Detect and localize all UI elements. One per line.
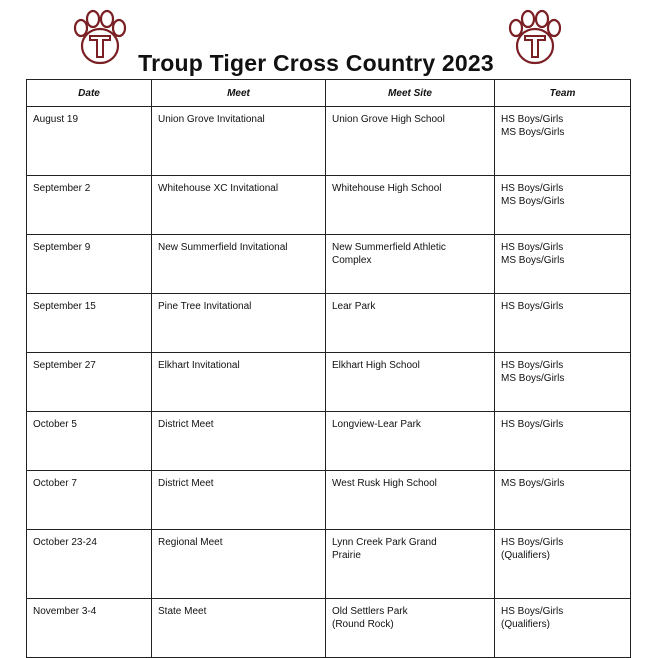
date-cell: October 5	[27, 412, 152, 471]
team-cell: HS Boys/Girls	[495, 294, 631, 353]
meet-cell: Whitehouse XC Invitational	[152, 176, 326, 235]
date-cell: September 2	[27, 176, 152, 235]
page-title: Troup Tiger Cross Country 2023	[138, 50, 494, 76]
meet-cell: State Meet	[152, 599, 326, 658]
meet-cell: District Meet	[152, 471, 326, 530]
table-row	[27, 530, 631, 599]
team-cell: HS Boys/Girls MS Boys/Girls	[495, 235, 631, 294]
team-cell: HS Boys/Girls MS Boys/Girls	[495, 107, 631, 176]
site-cell: Whitehouse High School	[326, 176, 495, 235]
table-row	[27, 599, 631, 658]
meet-cell: Elkhart Invitational	[152, 353, 326, 412]
schedule-table	[26, 79, 631, 658]
header-date: Date	[27, 80, 152, 107]
date-cell: November 3-4	[27, 599, 152, 658]
table-row	[27, 294, 631, 353]
site-cell: New Summerfield Athletic Complex	[326, 235, 495, 294]
team-cell: HS Boys/Girls MS Boys/Girls	[495, 353, 631, 412]
site-cell: Lear Park	[326, 294, 495, 353]
header-meet-site: Meet Site	[326, 80, 495, 107]
table-row	[27, 353, 631, 412]
meet-cell: New Summerfield Invitational	[152, 235, 326, 294]
table-row	[27, 176, 631, 235]
meet-cell: Regional Meet	[152, 530, 326, 599]
table-row	[27, 235, 631, 294]
site-cell: Union Grove High School	[326, 107, 495, 176]
team-cell: MS Boys/Girls	[495, 471, 631, 530]
date-cell: September 15	[27, 294, 152, 353]
site-cell: Longview-Lear Park	[326, 412, 495, 471]
table-row	[27, 412, 631, 471]
header-row	[27, 80, 631, 107]
team-cell: HS Boys/Girls (Qualifiers)	[495, 530, 631, 599]
team-cell: HS Boys/Girls	[495, 412, 631, 471]
date-cell: October 23-24	[27, 530, 152, 599]
site-cell: Old Settlers Park (Round Rock)	[326, 599, 495, 658]
date-cell: August 19	[27, 107, 152, 176]
meet-cell: Pine Tree Invitational	[152, 294, 326, 353]
meet-cell: Union Grove Invitational	[152, 107, 326, 176]
header-team: Team	[495, 80, 631, 107]
date-cell: October 7	[27, 471, 152, 530]
date-cell: September 27	[27, 353, 152, 412]
team-cell: HS Boys/Girls MS Boys/Girls	[495, 176, 631, 235]
header-meet: Meet	[152, 80, 326, 107]
date-cell: September 9	[27, 235, 152, 294]
team-cell: HS Boys/Girls (Qualifiers)	[495, 599, 631, 658]
meet-cell: District Meet	[152, 412, 326, 471]
table-row	[27, 471, 631, 530]
site-cell: Elkhart High School	[326, 353, 495, 412]
site-cell: West Rusk High School	[326, 471, 495, 530]
site-cell: Lynn Creek Park Grand Prairie	[326, 530, 495, 599]
table-row	[27, 107, 631, 176]
